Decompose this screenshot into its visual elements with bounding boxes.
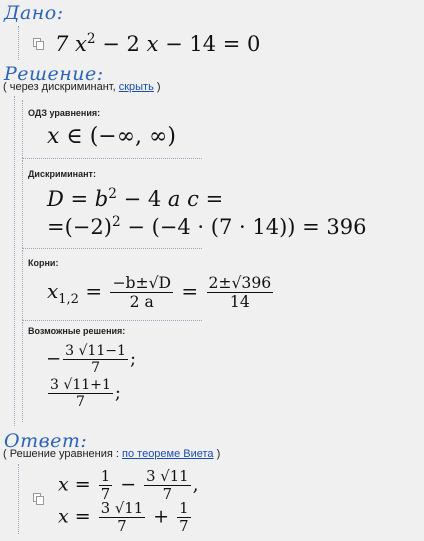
answer-guide-line	[18, 464, 19, 534]
possible-r1-num: 3 √11−1	[65, 343, 126, 359]
answer-l1-f1-num: 1	[100, 468, 111, 485]
discriminant-guide-line	[22, 160, 23, 248]
answer-l1-f2-num: 3 √11	[146, 468, 189, 485]
solution-guide-line	[14, 96, 15, 426]
possible-label: Возможные решения:	[28, 326, 126, 336]
answer-hint-open: ( Решение уравнения :	[3, 448, 119, 460]
discriminant-line-2: $=(-2)^2 - (-4 \cdot (7 \cdot 14)) = 396$	[47, 214, 367, 239]
roots-guide-line	[22, 250, 23, 320]
possible-root-2: $\frac{3 √11+1}{7}$ ;	[50, 377, 121, 410]
answer-l2-fraction-1	[99, 500, 145, 535]
roots-num2: 2±√396	[208, 274, 272, 292]
answer-l2-f2-num: 1	[179, 500, 189, 517]
answer-l2-f1-num: 3 √11	[100, 500, 144, 517]
odz-guide-line	[22, 100, 23, 158]
roots-label: Корни:	[28, 258, 59, 268]
answer-hint	[3, 448, 220, 460]
hide-link[interactable]: скрыть	[118, 81, 154, 93]
given-guide-line	[18, 26, 19, 60]
solution-hint	[3, 81, 161, 93]
possible-root-1-fraction	[63, 343, 128, 376]
vieta-link[interactable]: по теореме Виета	[122, 448, 214, 460]
possible-guide-line	[22, 322, 23, 422]
answer-heading: Ответ:	[4, 430, 88, 452]
possible-r2-den: 7	[75, 394, 85, 410]
solution-hint-close: )	[156, 81, 161, 93]
solution-hint-open: ( через дискриминант,	[3, 81, 116, 93]
given-heading: Дано:	[4, 2, 64, 24]
answer-l1-f2-den: 7	[162, 486, 173, 503]
copy-icon[interactable]	[33, 38, 42, 48]
solution-heading: Решение:	[4, 63, 104, 85]
roots-den2: 14	[229, 293, 250, 311]
answer-l1-f1-den: 7	[100, 486, 111, 503]
answer-l1-fraction-2	[144, 468, 190, 503]
answer-l2-f2-den: 7	[179, 518, 189, 535]
answer-hint-close: )	[216, 448, 221, 460]
roots-den1: 2 a	[129, 293, 154, 311]
roots-subscript: 1,2	[58, 292, 79, 307]
roots-formula: $x_{1,2}$ = $\frac{-b\pm√D}{2 a}$ = $\frac{2\pm√396}{14}$	[47, 274, 272, 311]
discriminant-label: Дискриминант:	[28, 169, 96, 179]
roots-num1: −b±√D	[112, 274, 172, 292]
separator	[22, 158, 202, 159]
roots-fraction-general	[110, 274, 173, 311]
separator	[22, 320, 202, 321]
discriminant-line-1: $D = b^2 - 4$ a c =	[47, 186, 224, 211]
roots-fraction-values	[207, 274, 274, 311]
possible-root-2-fraction	[48, 377, 113, 410]
possible-r2-num: 3 √11+1	[50, 377, 111, 393]
answer-l1-fraction-1	[99, 468, 112, 503]
answer-line-2: x = $\frac{3 √11}{7}$ + $\frac{1}{7}$	[58, 500, 189, 535]
answer-line-1: x = $\frac{1}{7}$ − $\frac{3 √11}{7}$ ,	[58, 468, 199, 503]
possible-root-1: − $\frac{3 √11-1}{7}$ ;	[46, 343, 137, 376]
answer-l2-fraction-2	[177, 500, 190, 535]
odz-label: ОДЗ уравнения:	[28, 108, 101, 118]
copy-icon[interactable]	[33, 493, 42, 503]
odz-expression: x ∈ (−∞, ∞)	[47, 124, 176, 149]
given-equation: 7 $x^2 - 2$ x − 14 = 0	[55, 31, 261, 56]
separator	[22, 248, 202, 249]
answer-l2-f1-den: 7	[117, 518, 127, 535]
possible-r1-den: 7	[91, 360, 100, 376]
